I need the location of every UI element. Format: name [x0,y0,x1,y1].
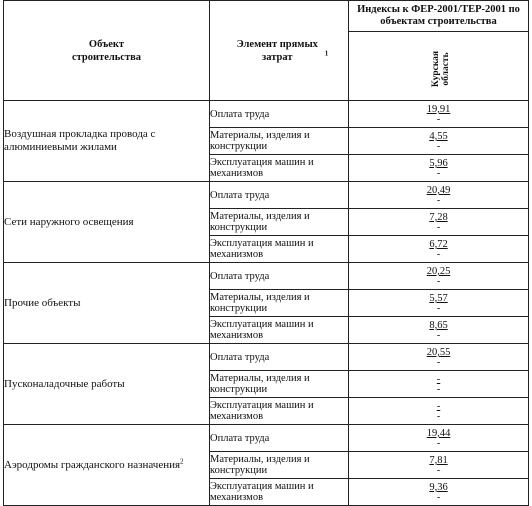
header-object [4,1,210,101]
header-element-label: Элемент прямых затрат [236,38,318,63]
object-name: Аэродромы гражданского назначения [4,458,181,471]
header-element [210,1,349,101]
index-value: 19,91 [426,104,451,115]
element-cell: Оплата труда [210,263,349,290]
header-element-footnote: 1 [324,49,329,57]
index-value: 20,25 [426,266,451,277]
index-value: 7,81 [429,455,448,466]
element-cell: Эксплуатация машин и механизмов [210,479,349,506]
object-name: Сети наружного освещения [4,215,134,228]
index-value-cell [349,263,529,290]
header-indices-group [349,1,529,32]
index-value: 20,55 [426,347,451,358]
index-subvalue: - [436,114,441,125]
index-value-cell [349,128,529,155]
index-value-cell [349,317,529,344]
index-subvalue: - [436,222,441,233]
index-value-cell [349,371,529,398]
index-subvalue: - [436,276,441,287]
index-value: 5,96 [429,158,448,169]
index-value: 20,49 [426,185,451,196]
index-value-cell [349,236,529,263]
object-cell [4,101,210,182]
index-subvalue: - [436,330,441,341]
index-subvalue: - [436,411,441,422]
table-row [4,344,529,371]
index-value-cell [349,209,529,236]
element-cell: Оплата труда [210,101,349,128]
index-value-cell [349,155,529,182]
index-value-cell [349,182,529,209]
element-cell: Оплата труда [210,182,349,209]
index-value: 8,65 [429,320,448,331]
object-name: Воздушная прокладка провода с алюминиевыми жилами [4,128,156,153]
index-value: 9,36 [429,482,448,493]
index-value-cell [349,452,529,479]
element-cell: Материалы, изделия и конструкции [210,371,349,398]
object-cell [4,344,210,425]
index-value: - [436,374,441,385]
element-cell: Эксплуатация машин и механизмов [210,398,349,425]
index-subvalue: - [436,438,441,449]
index-subvalue: - [436,195,441,206]
header-row [4,1,529,32]
element-cell: Оплата труда [210,425,349,452]
index-value: 5,57 [429,293,448,304]
table-row [4,425,529,452]
element-cell: Эксплуатация машин и механизмов [210,155,349,182]
index-value-cell [349,398,529,425]
index-value: 7,28 [429,212,448,223]
index-subvalue: - [436,492,441,503]
header-object-label: Объект строительства [71,38,142,63]
object-cell [4,182,210,263]
object-name: Пусконаладочные работы [4,377,125,390]
element-cell: Оплата труда [210,344,349,371]
header-indices-label: Индексы к ФЕР-2001/ТЕР-2001 по объектам строительства [357,4,520,27]
element-cell: Материалы, изделия и конструкции [210,209,349,236]
index-value-cell [349,101,529,128]
index-subvalue: - [436,465,441,476]
element-cell: Материалы, изделия и конструкции [210,452,349,479]
object-cell [4,425,210,506]
index-subvalue: - [436,249,441,260]
header-region-label: Курская область [431,50,451,88]
index-value: 6,72 [429,239,448,250]
object-cell [4,263,210,344]
element-cell: Эксплуатация машин и механизмов [210,236,349,263]
index-subvalue: - [436,168,441,179]
index-value-cell [349,425,529,452]
element-cell: Эксплуатация машин и механизмов [210,317,349,344]
index-value: 19,44 [426,428,451,439]
index-value-cell [349,344,529,371]
indices-table [3,0,529,506]
header-region [349,32,529,101]
table-row [4,101,529,128]
index-subvalue: - [436,357,441,368]
object-footnote: 2 [180,456,184,465]
index-value-cell [349,290,529,317]
index-value: - [436,401,441,412]
element-cell: Материалы, изделия и конструкции [210,290,349,317]
index-value: 4,55 [429,131,448,142]
element-cell: Материалы, изделия и конструкции [210,128,349,155]
index-value-cell [349,479,529,506]
index-subvalue: - [436,303,441,314]
object-name: Прочие объекты [4,296,81,309]
index-subvalue: - [436,141,441,152]
table-row [4,182,529,209]
index-subvalue: - [436,384,441,395]
table-row [4,263,529,290]
